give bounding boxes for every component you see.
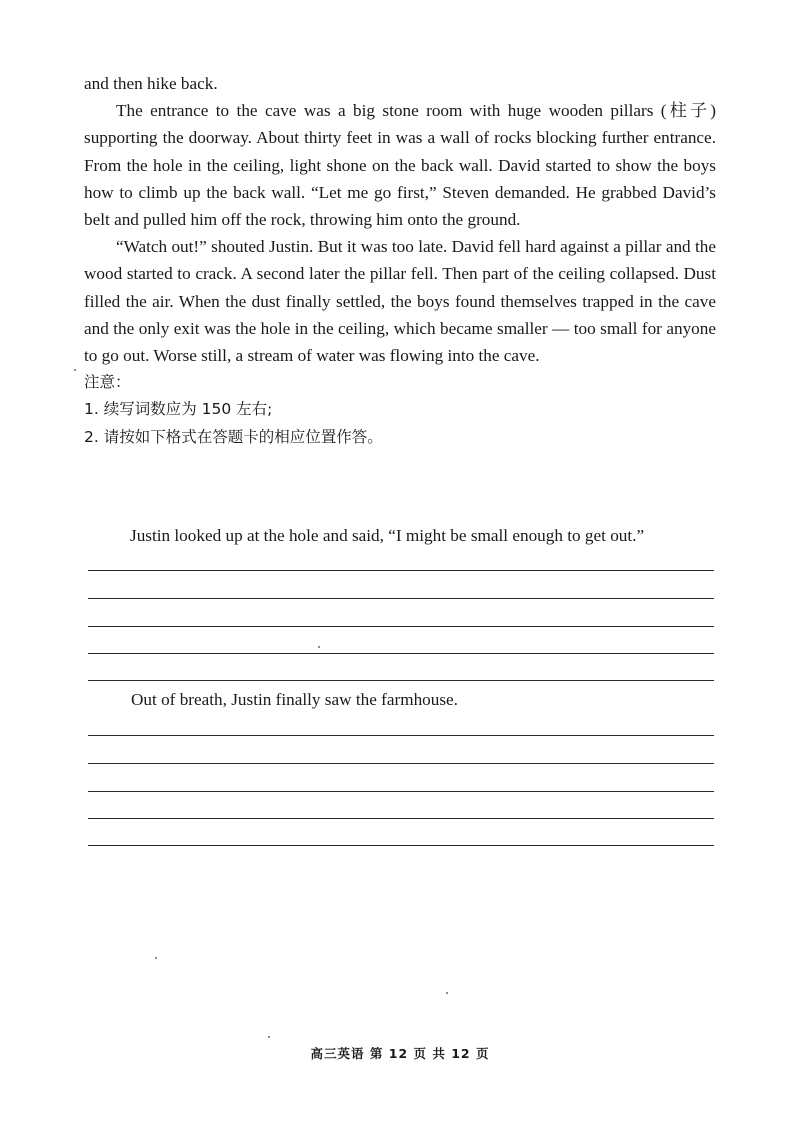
notes-heading: 注意： — [84, 373, 131, 392]
continuation-prompt-1: Justin looked up at the hole and said, “I might be small enough to get out.” — [130, 526, 645, 545]
answer-line[interactable] — [88, 570, 714, 571]
answer-line[interactable] — [88, 818, 714, 819]
answer-line[interactable] — [88, 626, 714, 627]
scan-speck — [268, 1036, 270, 1038]
scan-speck — [446, 992, 448, 994]
answer-line[interactable] — [88, 763, 714, 764]
page-footer: 高三英语 第 12 页 共 12 页 — [310, 1046, 490, 1061]
answer-line[interactable] — [88, 735, 714, 736]
note-item-1: 1. 续写词数应为 150 左右; — [84, 400, 273, 419]
passage-paragraph-3: “Watch out!” shouted Justin. But it was too late. David fell hard against a pillar and the wood started to crack. A second later the pillar fell. Then part of the ceiling collapsed. Dust filled the air. When the dust finally settled, the boys found themselves trapped in the cave and the only exit was the hole in the ceiling, which became smaller — too small for anyone to go out. Worse still, a stream of water was flowing into the cave. — [84, 237, 716, 366]
passage-paragraph-1: and then hike back. — [84, 74, 218, 93]
answer-line[interactable] — [88, 653, 714, 654]
answer-line[interactable] — [88, 598, 714, 599]
answer-line[interactable] — [88, 845, 714, 846]
answer-line[interactable] — [88, 791, 714, 792]
note-item-2: 2. 请按如下格式在答题卡的相应位置作答。 — [84, 427, 383, 446]
continuation-prompt-2: Out of breath, Justin finally saw the farmhouse. — [131, 690, 458, 709]
passage — [84, 70, 716, 451]
scan-speck — [318, 646, 320, 648]
scan-speck — [155, 957, 157, 959]
passage-paragraph-2: The entrance to the cave was a big stone room with huge wooden pillars (柱子) supporting the doorway. About thirty feet in was a wall of rocks blocking further entrance. From the hole in the ceiling, light shone on the back wall. David started to show the boys how to climb up the back wall. “Let me go first,” Steven demanded. He grabbed David’s belt and pulled him off the rock, throwing him onto the ground. — [84, 101, 716, 230]
scan-speck — [74, 369, 76, 371]
answer-line[interactable] — [88, 680, 714, 681]
